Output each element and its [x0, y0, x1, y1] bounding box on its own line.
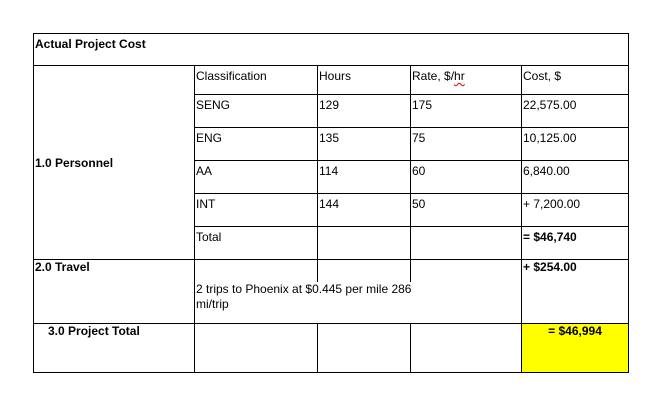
- travel-cost-cell: [522, 260, 629, 324]
- header-rate: [411, 66, 521, 83]
- hours-cell: [318, 161, 411, 194]
- rate-value: 60: [412, 164, 426, 178]
- cost-cell: [522, 95, 629, 128]
- empty-cell: [318, 227, 411, 260]
- personnel-label: 1.0 Personnel: [35, 155, 114, 170]
- travel-cost: + $254.00: [523, 260, 577, 274]
- rate-cell: [411, 95, 522, 128]
- table-title-cell: [34, 34, 629, 66]
- personnel-label-cell: [34, 66, 195, 260]
- header-classification-cell: [195, 66, 318, 95]
- cost-value: + 7,200.00: [523, 197, 581, 211]
- cost-cell: [522, 161, 629, 194]
- rate-value: 175: [412, 98, 433, 112]
- personnel-total-value: = $46,740: [523, 230, 577, 244]
- empty-cell: [411, 324, 522, 373]
- header-rate-unit: hr: [454, 69, 465, 83]
- rate-cell: [411, 161, 522, 194]
- empty-cell: [411, 227, 522, 260]
- travel-description: 2 trips to Phoenix at $0.445 per mile 286 mi/trip: [196, 282, 412, 311]
- table-title-row: [34, 34, 629, 66]
- classification-value: INT: [196, 197, 216, 211]
- header-cost: Cost, $: [523, 69, 562, 83]
- classification-cell: [195, 128, 318, 161]
- header-classification: Classification: [196, 69, 267, 83]
- empty-cell: [195, 324, 318, 373]
- cell-divider: [410, 260, 411, 282]
- cost-cell: [522, 128, 629, 161]
- empty-cell: [318, 324, 411, 373]
- classification-cell: [195, 161, 318, 194]
- header-row: [34, 66, 629, 95]
- hours-value: 114: [319, 164, 339, 178]
- travel-label-cell: [34, 260, 195, 324]
- header-cost-cell: [522, 66, 629, 95]
- rate-cell: [411, 128, 522, 161]
- hours-value: 135: [319, 131, 340, 145]
- travel-row: [34, 260, 629, 324]
- classification-cell: [195, 95, 318, 128]
- classification-value: AA: [196, 164, 213, 178]
- hours-value: 144: [319, 197, 340, 211]
- hours-value: 129: [319, 98, 340, 112]
- project-total-row: [34, 324, 629, 373]
- header-hours-cell: [318, 66, 411, 95]
- header-rate-cell: [411, 66, 522, 95]
- hours-cell: [318, 194, 411, 227]
- classification-cell: [195, 194, 318, 227]
- project-total-label: 3.0 Project Total: [48, 324, 140, 338]
- travel-label: 2.0 Travel: [35, 260, 90, 274]
- classification-value: SENG: [196, 98, 231, 112]
- travel-description-cell: [195, 260, 522, 324]
- rate-value: 50: [412, 197, 426, 211]
- rate-cell: [411, 194, 522, 227]
- personnel-total-value-cell: [522, 227, 629, 260]
- hours-cell: [318, 128, 411, 161]
- cell-divider: [317, 260, 318, 282]
- personnel-total-label-cell: [195, 227, 318, 260]
- header-hours: Hours: [319, 69, 352, 83]
- classification-value: ENG: [196, 131, 223, 145]
- personnel-total-label: Total: [196, 230, 222, 244]
- project-total-value-cell: [522, 324, 629, 373]
- cost-cell: [522, 194, 629, 227]
- cost-value: 10,125.00: [523, 131, 577, 145]
- header-rate-prefix: Rate, $/: [412, 69, 455, 83]
- hours-cell: [318, 95, 411, 128]
- rate-value: 75: [412, 131, 426, 145]
- cost-value: 22,575.00: [523, 98, 577, 112]
- project-total-value: = $46,994: [548, 324, 602, 338]
- table-title: Actual Project Cost: [35, 37, 146, 51]
- cost-value: 6,840.00: [523, 164, 570, 178]
- actual-project-cost-table: [33, 33, 629, 373]
- project-total-label-cell: [34, 324, 195, 373]
